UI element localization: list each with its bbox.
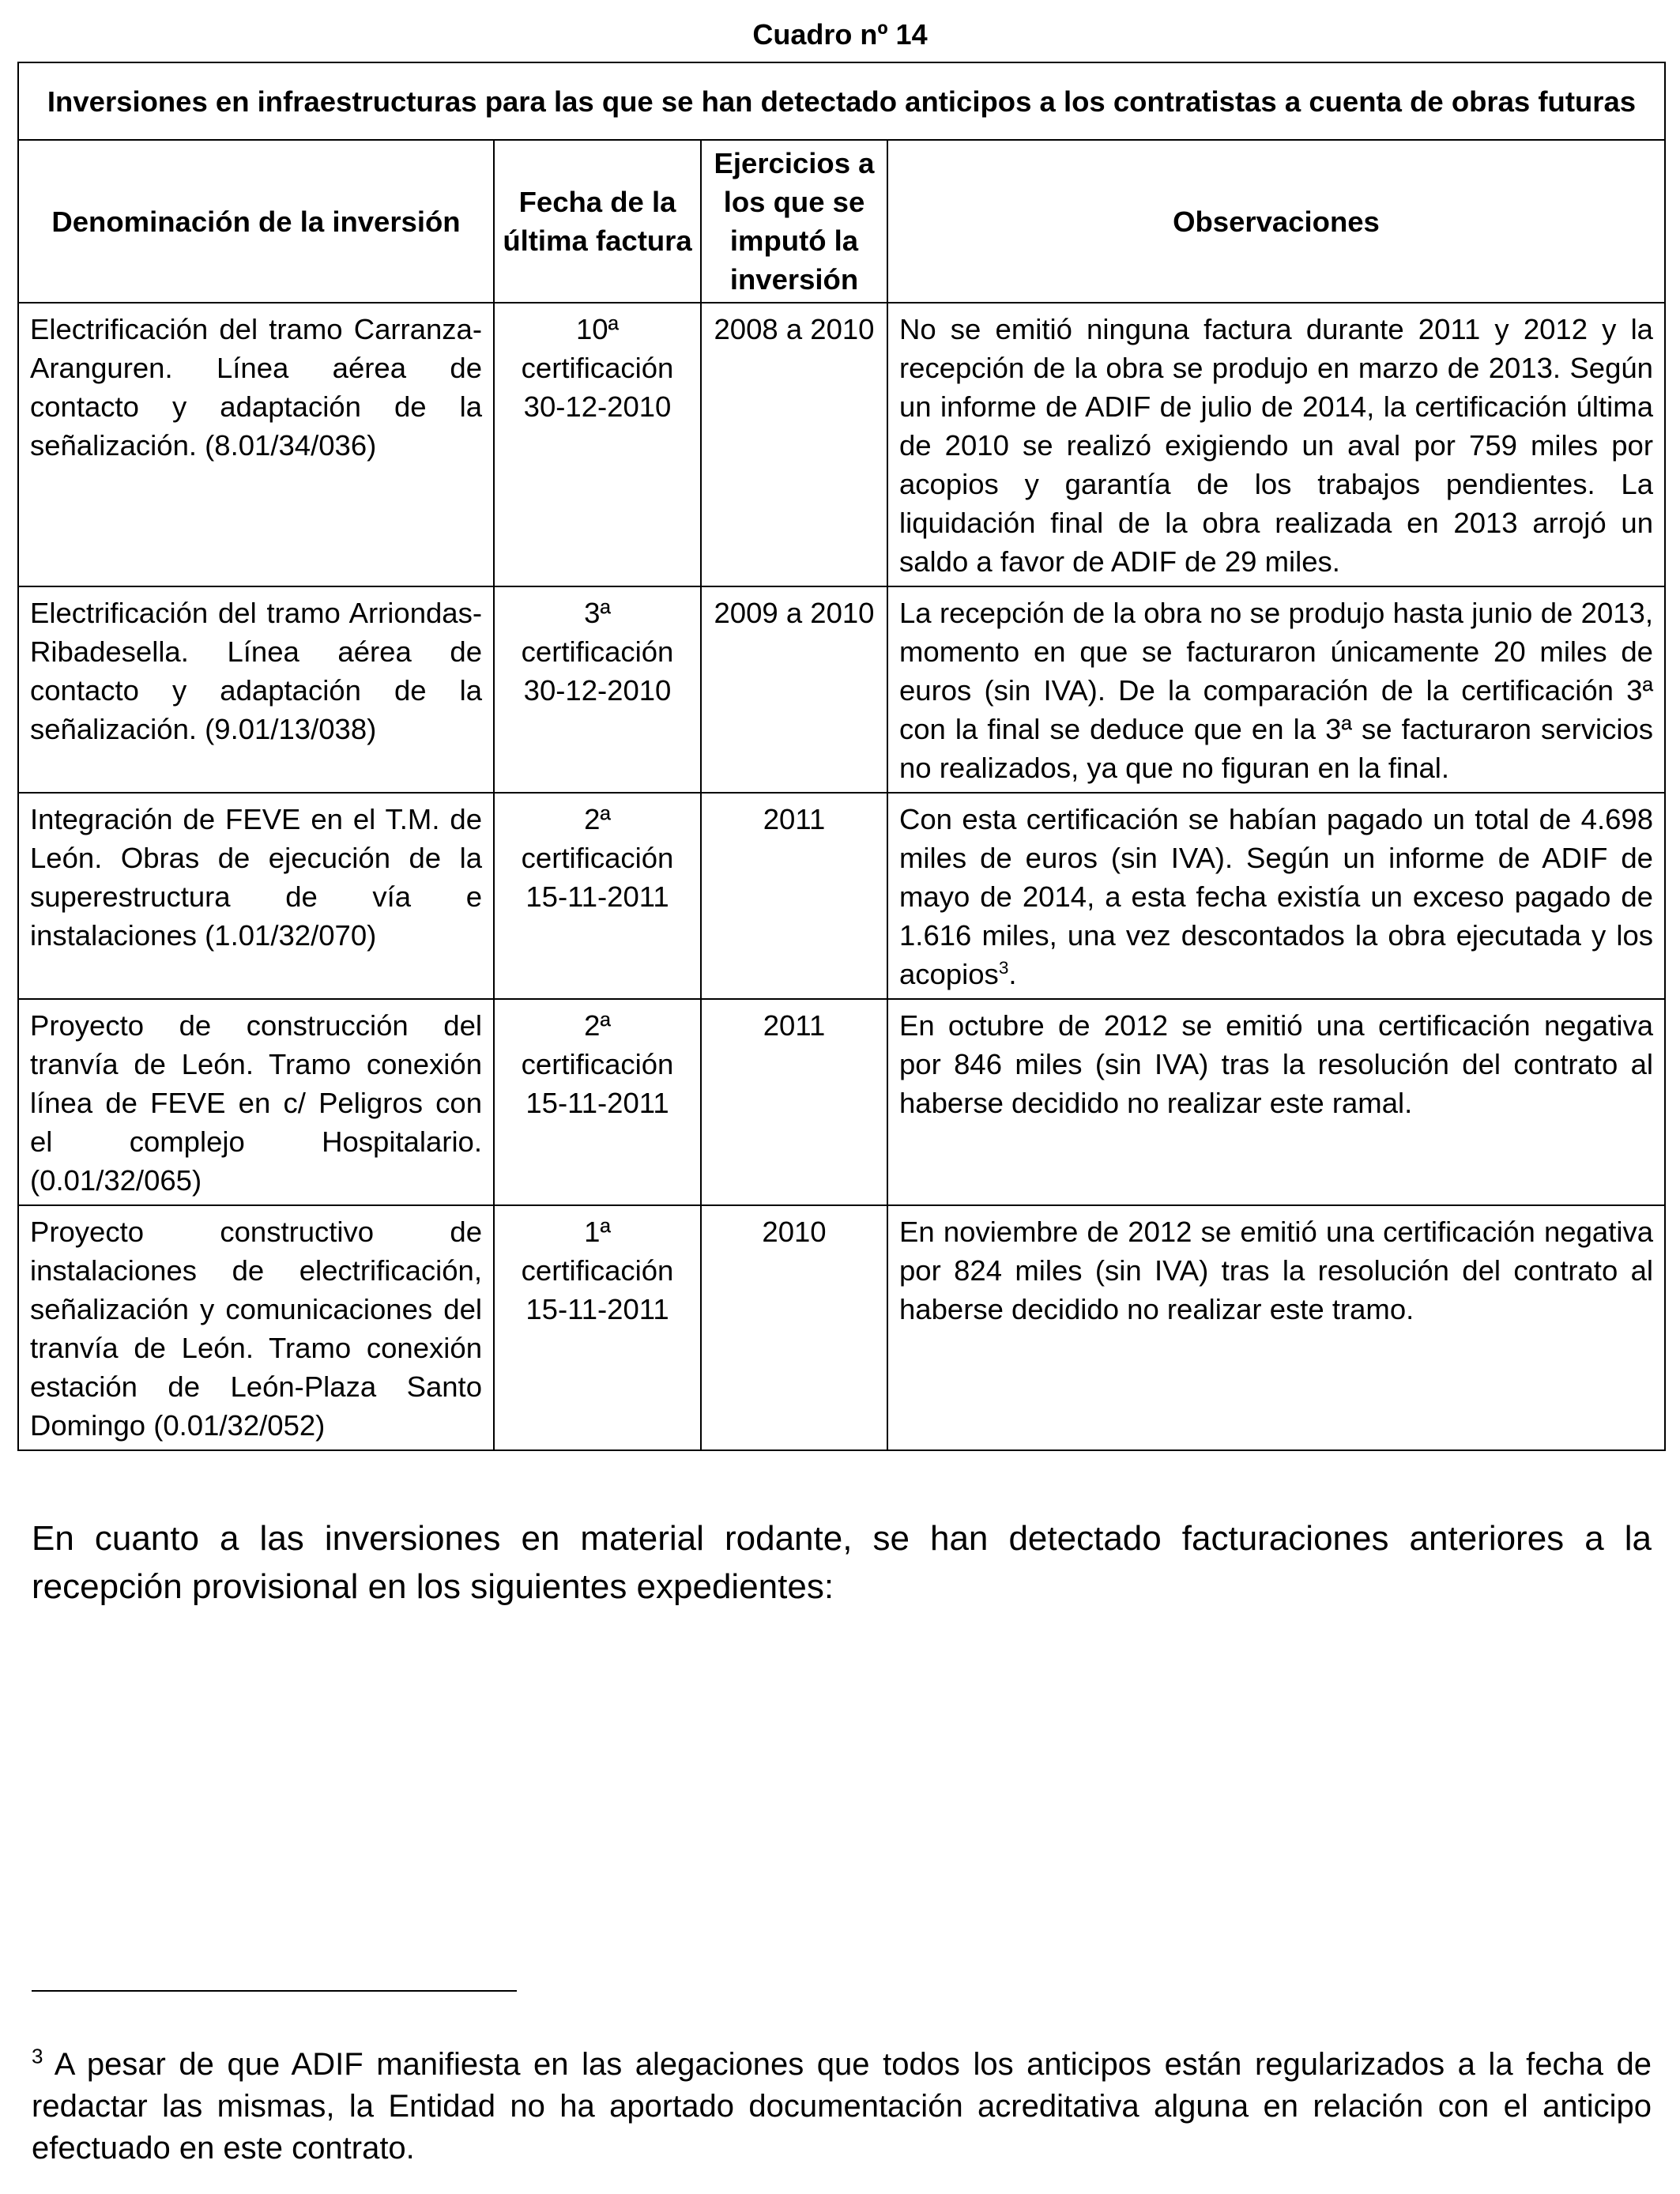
table-row [18, 999, 1665, 1205]
cell-denominacion: Proyecto de construcción del tranvía de León. Tramo conexión línea de FEVE en c/ Peligros con el complejo Hospitalario. (0.01/32/065) [18, 999, 494, 1205]
cell-ejercicios: 2009 a 2010 [701, 586, 887, 793]
cell-ejercicios: 2011 [701, 793, 887, 999]
footnote-separator [32, 1990, 517, 1992]
table-header-row [18, 140, 1665, 303]
cell-observaciones: En octubre de 2012 se emitió una certificación negativa por 846 miles (sin IVA) tras la resolución del contrato al haberse decidido no realizar este ramal. [887, 999, 1665, 1205]
cell-denominacion: Proyecto constructivo de instalaciones de electrificación, señalización y comunicaciones del tranvía de León. Tramo conexión estación de León-Plaza Santo Domingo (0.01/32/052) [18, 1205, 494, 1450]
table-title-row [18, 62, 1665, 140]
footnote-reference[interactable]: 3 [998, 957, 1009, 978]
cell-observaciones: En noviembre de 2012 se emitió una certificación negativa por 824 miles (sin IVA) tras la resolución del contrato al haberse decidido no realizar este tramo. [887, 1205, 1665, 1450]
table-row [18, 1205, 1665, 1450]
cell-observaciones: No se emitió ninguna factura durante 2011 y 2012 y la recepción de la obra se produjo en marzo de 2013. Según un informe de ADIF de julio de 2014, la certificación última de 2010 se realizó exigiendo un aval por 759 miles por acopios y garantía de los trabajos pendientes. La liquidación final de la obra realizada en 2013 arrojó un saldo a favor de ADIF de 29 miles. [887, 303, 1665, 586]
cell-denominacion: Electrificación del tramo Carranza-Aranguren. Línea aérea de contacto y adaptación de la señalización. (8.01/34/036) [18, 303, 494, 586]
cell-fecha-certificacion: 2ª certificación [521, 1009, 674, 1080]
cell-observaciones: Con esta certificación se habían pagado un total de 4.698 miles de euros (sin IVA). Según un informe de ADIF de mayo de 2014, a esta fecha existía un exceso pagado de 1.616 miles, una vez descontados la obra ejecutada y los acopios$^3$. [887, 793, 1665, 999]
table-row [18, 793, 1665, 999]
table-row [18, 303, 1665, 586]
cell-fecha-date: 30-12-2010 [523, 390, 672, 423]
cell-denominacion: Integración de FEVE en el T.M. de León. Obras de ejecución de la superestructura de vía e instalaciones (1.01/32/070) [18, 793, 494, 999]
cell-ejercicios: 2008 a 2010 [701, 303, 887, 586]
cell-fecha [494, 999, 701, 1205]
footnote-text: A pesar de que ADIF manifiesta en las alegaciones que todos los anticipos están regularizados a la fecha de redactar las mismas, la Entidad no ha aportado documentación acreditativa alguna en relación con el anticipo efectuado en este contrato. [32, 2047, 1652, 2166]
footnote [32, 2044, 1652, 2169]
cell-fecha-date: 15-11-2011 [525, 880, 669, 913]
cell-fecha-date: 15-11-2011 [525, 1087, 669, 1119]
header-fecha: Fecha de la última factura [494, 140, 701, 303]
header-observaciones: Observaciones [887, 140, 1665, 303]
cell-fecha [494, 303, 701, 586]
cell-ejercicios: 2010 [701, 1205, 887, 1450]
footnote-number: 3 [32, 2044, 43, 2068]
table-row [18, 586, 1665, 793]
cell-fecha-certificacion: 10ª certificación [521, 313, 674, 384]
cell-denominacion: Electrificación del tramo Arriondas-Ribadesella. Línea aérea de contacto y adaptación de la señalización. (9.01/13/038) [18, 586, 494, 793]
investments-table [17, 62, 1666, 1451]
cell-observaciones: La recepción de la obra no se produjo hasta junio de 2013, momento en que se facturaron únicamente 20 miles de euros (sin IVA). De la comparación de la certificación 3ª con la final se deduce que en la 3ª se facturaron servicios no realizados, ya que no figuran en la final. [887, 586, 1665, 793]
cell-fecha [494, 586, 701, 793]
cell-fecha-date: 15-11-2011 [525, 1293, 669, 1325]
cell-observaciones-text: Con esta certificación se habían pagado un total de 4.698 miles de euros (sin IVA). Según un informe de ADIF de mayo de 2014, a esta fecha existía un exceso pagado de 1.616 miles, una vez descontados la obra ejecutada y los acopios [899, 803, 1653, 990]
table-title: Inversiones en infraestructuras para las que se han detectado anticipos a los contratistas a cuenta de obras futuras [18, 62, 1665, 140]
cell-fecha [494, 793, 701, 999]
cell-fecha-certificacion: 2ª certificación [521, 803, 674, 874]
cell-fecha-certificacion: 1ª certificación [521, 1216, 674, 1287]
cell-fecha-certificacion: 3ª certificación [521, 597, 674, 668]
table-caption: Cuadro nº 14 [752, 18, 928, 51]
header-ejercicios: Ejercicios a los que se imputó la inversión [701, 140, 887, 303]
cell-fecha [494, 1205, 701, 1450]
header-denominacion: Denominación de la inversión [18, 140, 494, 303]
cell-ejercicios: 2011 [701, 999, 887, 1205]
cell-fecha-date: 30-12-2010 [523, 674, 672, 707]
body-paragraph: En cuanto a las inversiones en material rodante, se han detectado facturaciones anteriores a la recepción provisional en los siguientes expedientes: [32, 1519, 1652, 1606]
